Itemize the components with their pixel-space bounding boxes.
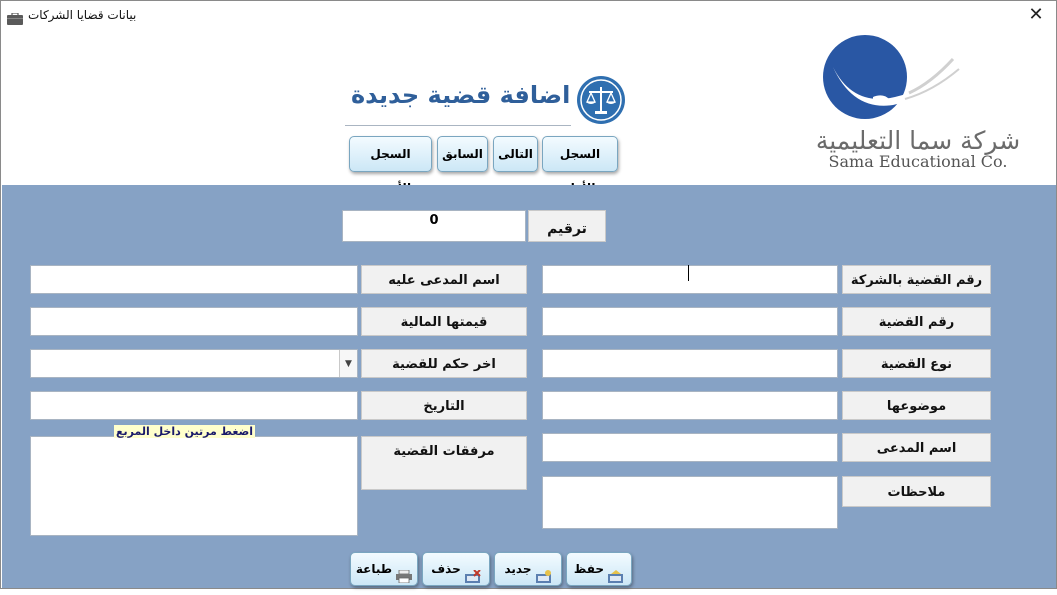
page-title: اضافة قضية جديدة <box>351 81 571 109</box>
last-record-button[interactable]: السجل <box>349 136 432 172</box>
save-icon <box>608 563 624 576</box>
new-label: جديد <box>504 562 532 576</box>
justice-scale-icon <box>576 75 626 125</box>
plaintiff-name-label: اسم المدعى <box>842 433 991 462</box>
plaintiff-name-field[interactable] <box>542 433 838 462</box>
save-label: حفظ <box>573 562 605 576</box>
company-case-number-label: رقم القضية بالشركة <box>842 265 991 294</box>
save-button[interactable] <box>566 552 632 586</box>
numbering-button[interactable]: ترقيم <box>528 210 606 242</box>
date-field[interactable] <box>30 391 358 420</box>
print-label: طباعة <box>355 562 393 576</box>
attachments-hint: اضغط مرتين داخل المربع <box>116 425 253 438</box>
new-button[interactable] <box>494 552 562 586</box>
window-title: بيانات قضايا الشركات <box>28 8 137 22</box>
logo-english-text: Sama Educational Co. <box>828 152 1008 171</box>
notes-label: ملاحظات <box>842 476 991 507</box>
form-header <box>1 31 1056 185</box>
close-icon[interactable]: ✕ <box>1028 4 1044 25</box>
delete-button[interactable] <box>422 552 490 586</box>
company-logo <box>813 35 1028 175</box>
briefcase-icon <box>7 10 23 22</box>
new-record-icon <box>536 563 552 576</box>
case-type-label: نوع القضية <box>842 349 991 378</box>
case-number-field[interactable] <box>542 307 838 336</box>
company-case-number-field[interactable] <box>542 265 838 294</box>
notes-field[interactable] <box>542 476 838 529</box>
defendant-name-field[interactable] <box>30 265 358 294</box>
sama-logo-icon <box>813 35 963 125</box>
chevron-down-icon[interactable]: ▼ <box>339 350 357 377</box>
last-verdict-label: اخر حكم للقضية <box>361 349 527 378</box>
title-divider <box>345 125 571 126</box>
first-record-button[interactable]: السجل <box>542 136 618 172</box>
defendant-name-label: اسم المدعى عليه <box>361 265 527 294</box>
numbering-field[interactable]: 0 <box>342 210 526 242</box>
financial-value-field[interactable] <box>30 307 358 336</box>
title-bar <box>1 1 1056 31</box>
delete-icon <box>465 563 481 576</box>
date-label: التاريخ <box>361 391 527 420</box>
case-type-field[interactable] <box>542 349 838 378</box>
financial-value-label: قيمتها المالية <box>361 307 527 336</box>
previous-record-button[interactable]: السابق <box>437 136 488 172</box>
case-number-label: رقم القضية <box>842 307 991 336</box>
printer-icon <box>396 563 412 576</box>
next-record-button[interactable]: التالى <box>493 136 538 172</box>
logo-arabic-text: شركة سما التعليمية <box>815 126 1021 155</box>
delete-label: حذف <box>431 562 461 576</box>
case-subject-label: موضوعها <box>842 391 991 420</box>
attachments-label: مرفقات القضية <box>361 436 527 490</box>
last-verdict-select[interactable] <box>30 349 358 378</box>
case-subject-field[interactable] <box>542 391 838 420</box>
print-button[interactable] <box>350 552 418 586</box>
text-cursor <box>688 265 689 281</box>
attachments-box[interactable] <box>30 436 358 536</box>
